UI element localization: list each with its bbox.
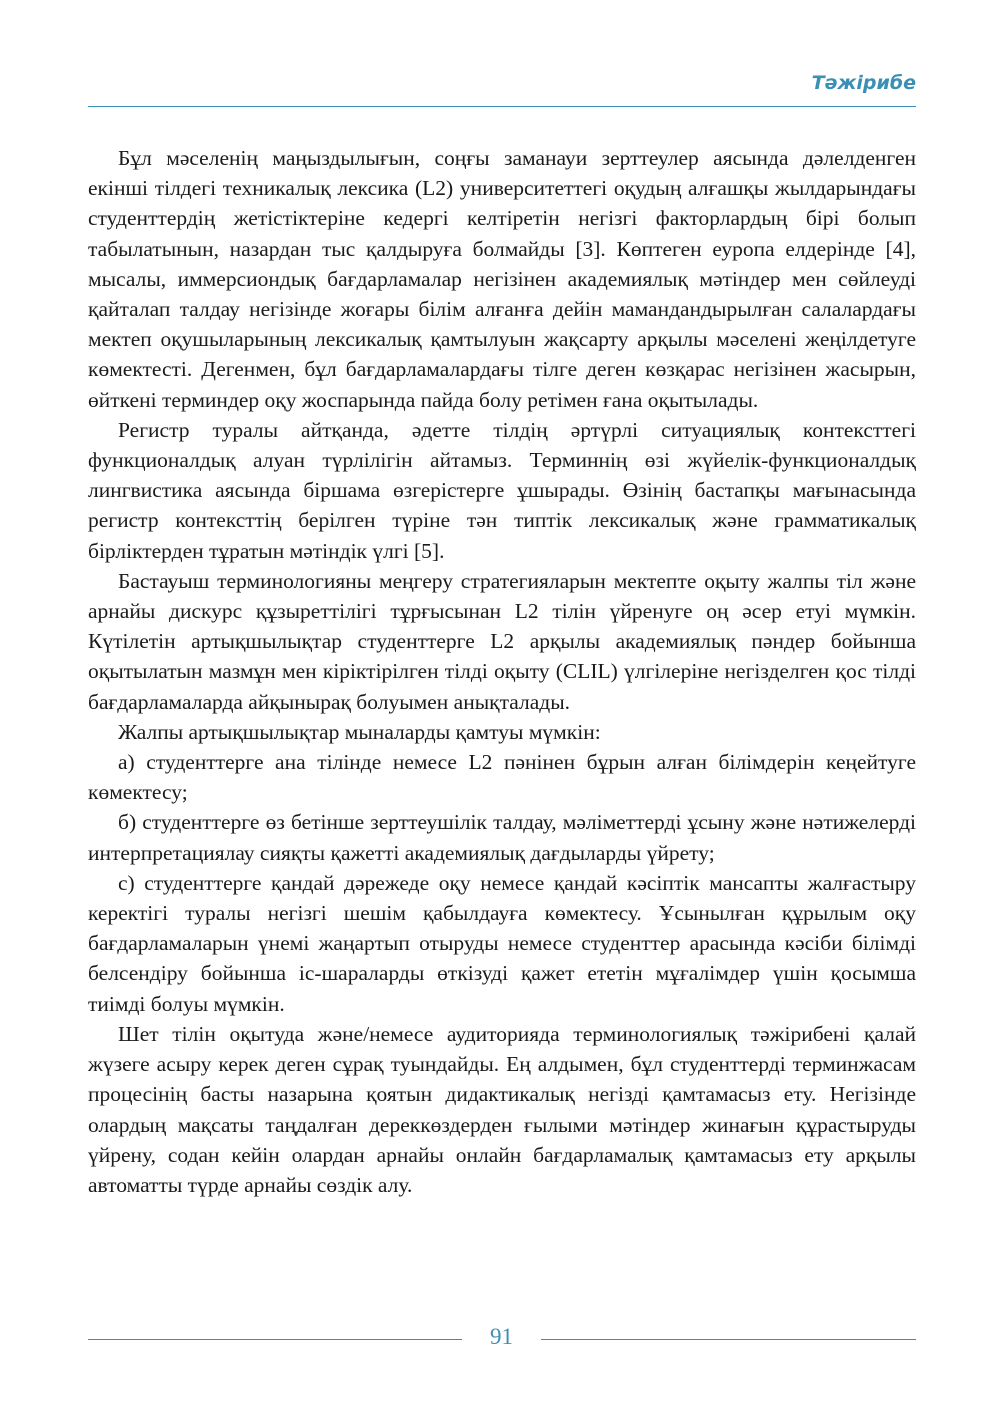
paragraph-strategies: Бастауыш терминологияны меңгеру стратегияларын мектепте оқыту жалпы тіл және арнайы дискурс құзыреттілігі тұрғысынан L2 тілін үйренуге оң әсер етуі мүмкін. Күтілетін артықшылықтар студенттерге L2 арқылы академиялық пәндер бойынша оқытылатын мазмұн мен кіріктірілген тілді оқыту (CLIL) үлгілеріне негізделген қос тілді бағдарламаларда айқынырақ болуымен анықталады.: [88, 568, 916, 714]
footer-rule-left: [88, 1339, 462, 1340]
running-title: Тәжірибе: [811, 72, 916, 94]
list-item-a: а) студенттерге ана тілінде немесе L2 пәнінен бұрын алған білімдерін кеңейтуге көмектесу;: [88, 750, 916, 805]
header-rule: [88, 106, 916, 107]
footer-rule-right: [541, 1339, 916, 1340]
paragraph-significance: Бұл мәселенің маңыздылығын, соңғы заманауи зерттеулер аясында дәлелденген екінші тілдегі техникалық лексика (L2) университеттегі оқудың алғашқы жылдарындағы студенттердің жетістіктеріне кедергі келтіретін негізгі факторлардың бірі болып табылатынын, назардан тыс қалдыруға болмайды [3]. Көптеген еуропа елдерінде [4], мысалы, иммерсиондық бағдарламалар негізінен академиялық мәтіндер мен сөйлеуді қайталап талдау негізінде жоғары білім алғанға дейін мамандандырылған салалардағы мектеп оқушыларының лексикалық қамтылуын жақсарту арқылы мәселені жеңілдетуге көмектесті. Дегенмен, бұл бағдарламалардағы тілге деген көзқарас негізінен жасырын, өйткені терминдер оқу жоспарында пайда болу ретімен ғана оқытылады.: [88, 146, 916, 412]
page-number: 91: [490, 1324, 513, 1349]
paragraph-advantages-intro: Жалпы артықшылықтар мыналарды қамтуы мүмкін:: [118, 719, 601, 744]
paragraph-register: Регистр туралы айтқанда, әдетте тілдің әртүрлі ситуациялық контексттегі функционалдық алуан түрлілігін айтамыз. Терминнің өзі жүйелік-функционалдық лингвистика аясында біршама өзгерістерге ұшырады. Өзінің бастапқы мағынасында регистр контексттің берілген түріне тән типтік лексикалық және грамматикалық бірліктерден тұратын мәтіндік үлгі [5].: [88, 417, 916, 563]
list-item-b: б) студенттерге өз бетінше зерттеушілік талдау, мәліметтерді ұсыну және нәтижелерді интерпретациялау сияқты қажетті академиялық дағдыларды үйрету;: [88, 810, 916, 865]
list-item-c: c) студенттерге қандай дәрежеде оқу немесе қандай кәсіптік мансапты жалғастыру керектігі туралы негізгі шешім қабылдауға көмектесу. Ұсынылған құрылым оқу бағдарламаларын үнемі жаңартып отыруды немесе студенттер арасында кәсіби білімді белсендіру бойынша іс-шараларды өткізуді қажет ететін мұғалімдер үшін қосымша тиімді болуы мүмкін.: [88, 870, 916, 1016]
body-text: [88, 143, 916, 1200]
paragraph-practice: Шет тілін оқытуда және/немесе аудиторияда терминологиялық тәжірибені қалай жүзеге асыру керек деген сұрақ туындайды. Ең алдымен, бұл студенттерді терминжасам процесінің басты назарына қоятын дидактикалық негізді қамтамасыз ету. Негізінде олардың мақсаты таңдалған дереккөздерден ғылыми мәтіндер жинағын құрастыруды үйрену, содан кейін олардан арнайы онлайн бағдарламалық қамтамасыз ету арқылы автоматты түрде арнайы сөздік алу.: [88, 1021, 916, 1197]
